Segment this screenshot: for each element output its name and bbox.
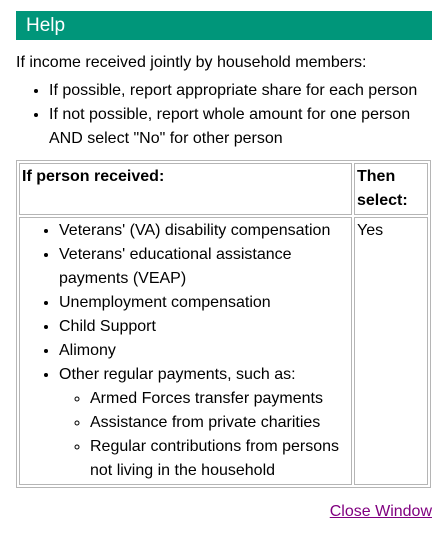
sub-list-item: ◦ Regular contributions from persons not living in the household (90, 435, 349, 483)
sub-list-item: ◦ Assistance from private charities (90, 411, 349, 435)
header-then-select: Then select: (354, 163, 428, 215)
intro-bullet: • If possible, report appropriate share for each person (49, 79, 436, 103)
list-item-other-payments (59, 363, 349, 483)
header-if-person-received: If person received: (19, 163, 352, 215)
list-item: • Child Support (59, 315, 349, 339)
income-types-cell (19, 217, 352, 485)
help-title-bar (16, 11, 432, 40)
list-item: • Veterans' (VA) disability compensation (59, 219, 349, 243)
close-window-link[interactable]: Close Window (329, 503, 432, 520)
table-row (19, 217, 428, 485)
intro-text: If income received jointly by household members: (16, 54, 367, 71)
page-title: Help (26, 15, 66, 36)
list-item: • Unemployment compensation (59, 291, 349, 315)
intro-section (16, 51, 436, 151)
intro-bullet: • If not possible, report whole amount for one person AND select "No" for other person (49, 103, 436, 151)
list-item-label: Other regular payments, such as: (59, 366, 296, 383)
select-value-cell: Yes (354, 217, 428, 485)
income-type-list (22, 219, 349, 483)
other-payments-sublist (59, 387, 349, 483)
table-header-row (19, 163, 428, 215)
income-table (16, 160, 431, 488)
intro-list (16, 79, 436, 151)
list-item: • Alimony (59, 339, 349, 363)
list-item: • Veterans' educational assistance payments (VEAP) (59, 243, 349, 291)
sub-list-item: ◦ Armed Forces transfer payments (90, 387, 349, 411)
